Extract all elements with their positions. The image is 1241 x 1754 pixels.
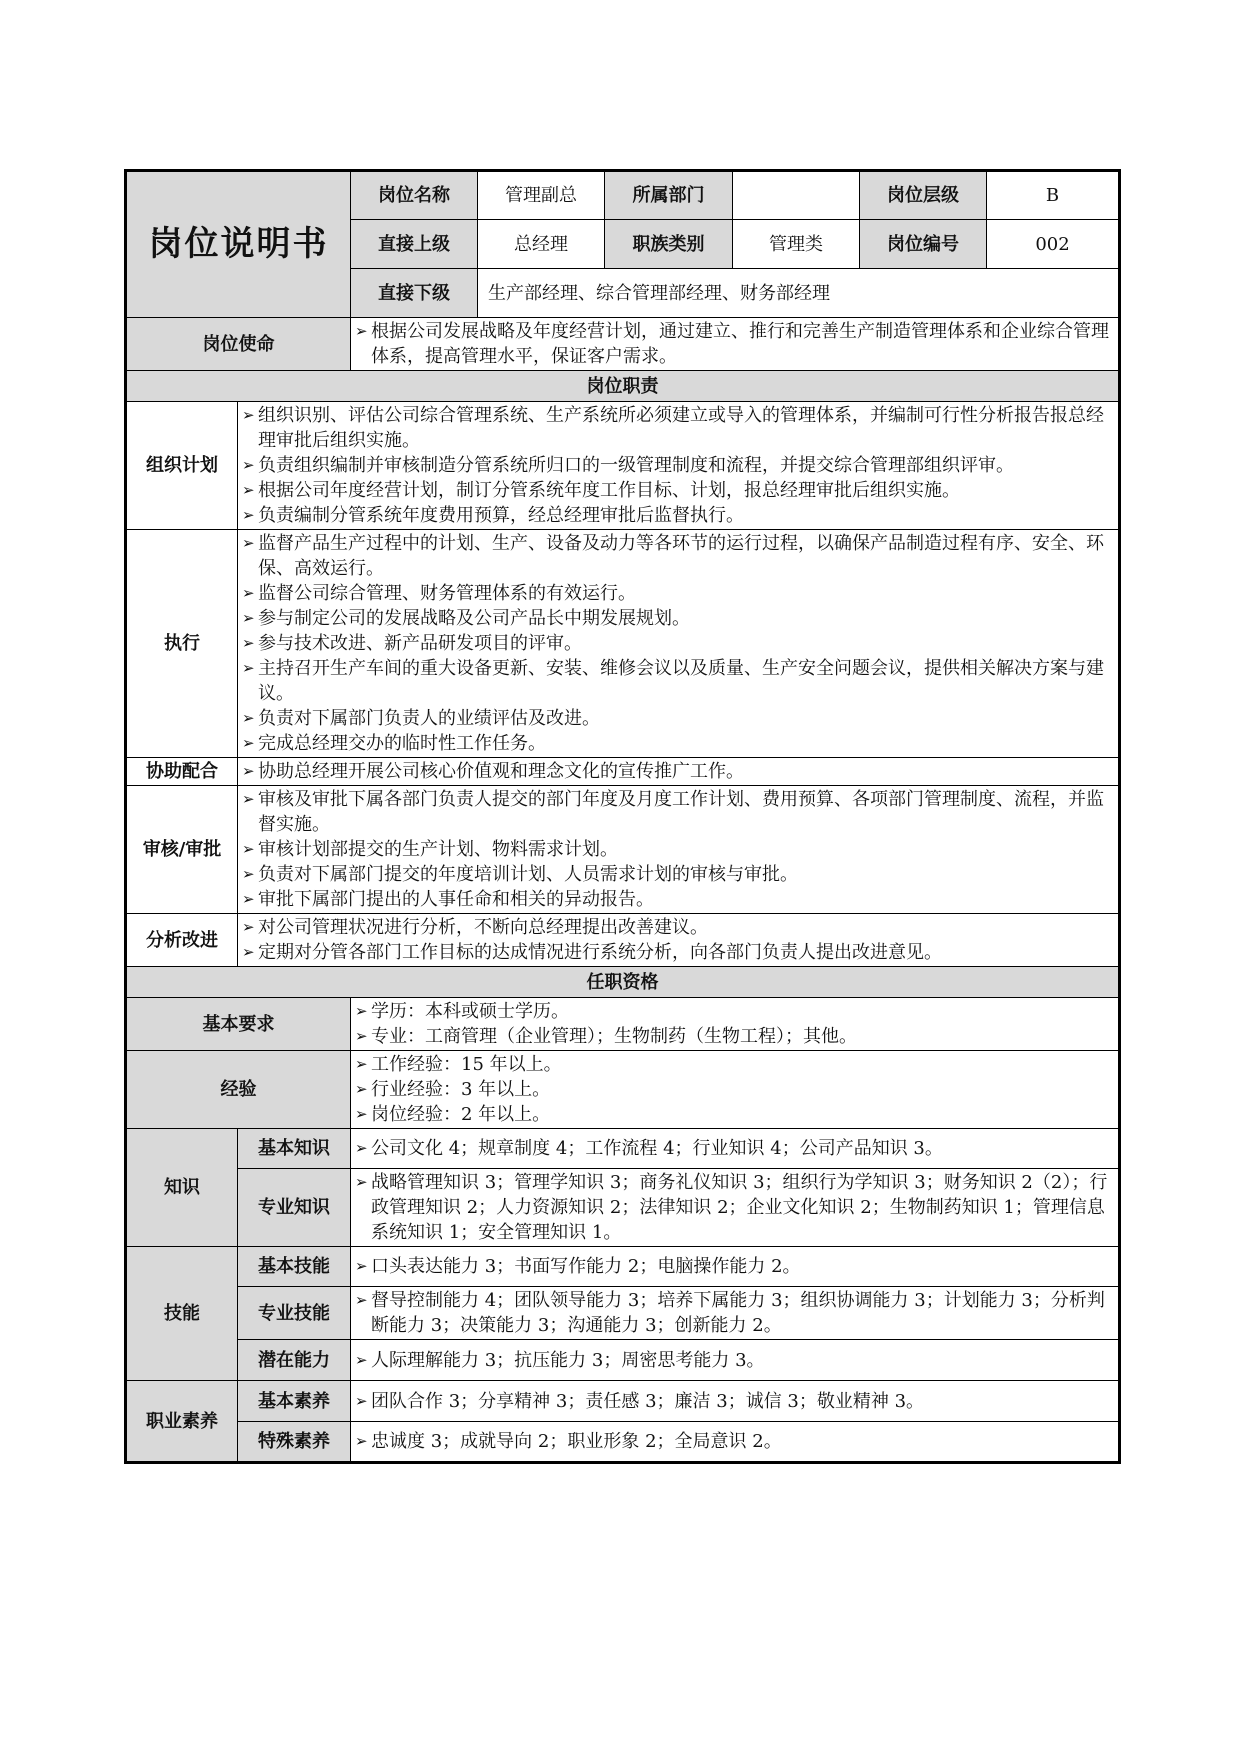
literacy-label: 职业素养 <box>126 1381 238 1463</box>
superior-value: 总经理 <box>478 220 605 269</box>
duty-group-label: 组织计划 <box>126 402 238 530</box>
list-item: ➢ 完成总经理交办的临时性工作任务。 <box>242 731 1112 756</box>
duty-group-label: 分析改进 <box>126 914 238 967</box>
professional-knowledge-label: 专业知识 <box>238 1169 351 1247</box>
professional-skills-label: 专业技能 <box>238 1287 351 1340</box>
list-item: ➢ 监督公司综合管理、财务管理体系的有效运行。 <box>242 581 1112 606</box>
list-item: ➢ 负责对下属部门提交的年度培训计划、人员需求计划的审核与审批。 <box>242 862 1112 887</box>
job-description-sheet <box>124 169 1118 1464</box>
duty-group-label: 执行 <box>126 530 238 758</box>
position-name-label: 岗位名称 <box>351 171 478 220</box>
family-value: 管理类 <box>733 220 860 269</box>
department-value <box>733 171 860 220</box>
duty-list <box>238 914 1118 966</box>
list-item: ➢ 主持召开生产车间的重大设备更新、安装、维修会议以及质量、生产安全问题会议，提供相关解决方案与建议。 <box>242 656 1112 706</box>
job-description-table <box>124 169 1121 1464</box>
mission-label: 岗位使命 <box>126 318 351 371</box>
basic-knowledge-label: 基本知识 <box>238 1129 351 1169</box>
experience-label: 经验 <box>126 1051 351 1129</box>
list-item: ➢ 行业经验：3 年以上。 <box>355 1077 1112 1102</box>
duty-group-label: 协助配合 <box>126 758 238 786</box>
list-item: ➢ 审批下属部门提出的人事任命和相关的异动报告。 <box>242 887 1112 912</box>
list-item: ➢ 审核计划部提交的生产计划、物料需求计划。 <box>242 837 1112 862</box>
list-item: ➢ 对公司管理状况进行分析，不断向总经理提出改善建议。 <box>242 915 1112 940</box>
knowledge-list <box>351 1135 1118 1162</box>
subordinate-value: 生产部经理、综合管理部经理、财务部经理 <box>478 269 1120 318</box>
subordinate-label: 直接下级 <box>351 269 478 318</box>
list-item: ➢ 负责组织编制并审核制造分管系统所归口的一级管理制度和流程，并提交综合管理部组织评审。 <box>242 453 1112 478</box>
skills-list <box>351 1347 1118 1374</box>
list-item: ➢ 组织识别、评估公司综合管理系统、生产系统所必须建立或导入的管理体系，并编制可行性分析报告报总经理审批后组织实施。 <box>242 403 1112 453</box>
basic-literacy-content <box>351 1381 1120 1422</box>
potential-ability-content <box>351 1340 1120 1381</box>
level-value: B <box>987 171 1120 220</box>
duty-group-content <box>238 914 1120 967</box>
superior-label: 直接上级 <box>351 220 478 269</box>
list-item: ➢ 岗位经验：2 年以上。 <box>355 1102 1112 1127</box>
skills-list <box>351 1287 1118 1339</box>
duty-list <box>238 530 1118 757</box>
duty-group-content <box>238 758 1120 786</box>
code-label: 岗位编号 <box>860 220 987 269</box>
list-item: ➢ 根据公司年度经营计划，制订分管系统年度工作目标、计划，报总经理审批后组织实施。 <box>242 478 1112 503</box>
mission-content <box>351 318 1120 371</box>
duty-list <box>238 758 1118 785</box>
requirements-list <box>351 998 1118 1050</box>
level-label: 岗位层级 <box>860 171 987 220</box>
list-item: ➢ 参与制定公司的发展战略及公司产品长中期发展规划。 <box>242 606 1112 631</box>
basic-literacy-label: 基本素养 <box>238 1381 351 1422</box>
duty-list <box>238 402 1118 529</box>
professional-skills-content <box>351 1287 1120 1340</box>
list-item: ➢ 监督产品生产过程中的计划、生产、设备及动力等各环节的运行过程，以确保产品制造过程有序、安全、环保、高效运行。 <box>242 531 1112 581</box>
potential-ability-label: 潜在能力 <box>238 1340 351 1381</box>
skills-label: 技能 <box>126 1247 238 1381</box>
duties-heading: 岗位职责 <box>126 371 1120 402</box>
experience-content <box>351 1051 1120 1129</box>
professional-knowledge-content <box>351 1169 1120 1247</box>
list-item: ➢ 督导控制能力 4；团队领导能力 3；培养下属能力 3；组织协调能力 3；计划能力 3；分析判断能力 3；决策能力 3；沟通能力 3；创新能力 2。 <box>355 1288 1112 1338</box>
basic-skills-label: 基本技能 <box>238 1247 351 1287</box>
duty-group-content <box>238 786 1120 914</box>
list-item: ➢ 人际理解能力 3；抗压能力 3；周密思考能力 3。 <box>355 1348 1112 1373</box>
position-name-value: 管理副总 <box>478 171 605 220</box>
duty-group-content <box>238 402 1120 530</box>
list-item: ➢ 战略管理知识 3；管理学知识 3；商务礼仪知识 3；组织行为学知识 3；财务知识 2（2）；行政管理知识 2；人力资源知识 2；法律知识 2；企业文化知识 2；生物制药知识 1；管理信息系统知识 1；安全管理知识 1。 <box>355 1170 1112 1245</box>
basic-requirements-label: 基本要求 <box>126 998 351 1051</box>
knowledge-list <box>351 1169 1118 1246</box>
literacy-list <box>351 1388 1118 1415</box>
list-item: ➢ 口头表达能力 3；书面写作能力 2；电脑操作能力 2。 <box>355 1254 1112 1279</box>
literacy-list <box>351 1428 1118 1455</box>
list-item: ➢ 学历：本科或硕士学历。 <box>355 999 1112 1024</box>
list-item: ➢ 忠诚度 3；成就导向 2；职业形象 2；全局意识 2。 <box>355 1429 1112 1454</box>
qualifications-heading: 任职资格 <box>126 967 1120 998</box>
list-item: ➢ 参与技术改进、新产品研发项目的评审。 <box>242 631 1112 656</box>
family-label: 职族类别 <box>605 220 733 269</box>
skills-list <box>351 1253 1118 1280</box>
code-value: 002 <box>987 220 1120 269</box>
list-item: ➢ 根据公司发展战略及年度经营计划，通过建立、推行和完善生产制造管理体系和企业综合管理体系，提高管理水平，保证客户需求。 <box>355 319 1112 369</box>
basic-requirements-content <box>351 998 1120 1051</box>
list-item: ➢ 公司文化 4；规章制度 4；工作流程 4；行业知识 4；公司产品知识 3。 <box>355 1136 1112 1161</box>
duty-list <box>238 786 1118 913</box>
knowledge-label: 知识 <box>126 1129 238 1247</box>
document-title: 岗位说明书 <box>126 171 351 318</box>
special-literacy-label: 特殊素养 <box>238 1422 351 1463</box>
department-label: 所属部门 <box>605 171 733 220</box>
list-item: ➢ 审核及审批下属各部门负责人提交的部门年度及月度工作计划、费用预算、各项部门管理制度、流程，并监督实施。 <box>242 787 1112 837</box>
list-item: ➢ 负责编制分管系统年度费用预算，经总经理审批后监督执行。 <box>242 503 1112 528</box>
experience-list <box>351 1051 1118 1128</box>
duty-group-label: 审核/审批 <box>126 786 238 914</box>
list-item: ➢ 团队合作 3；分享精神 3；责任感 3；廉洁 3；诚信 3；敬业精神 3。 <box>355 1389 1112 1414</box>
list-item: ➢ 工作经验：15 年以上。 <box>355 1052 1112 1077</box>
special-literacy-content <box>351 1422 1120 1463</box>
basic-knowledge-content <box>351 1129 1120 1169</box>
list-item: ➢ 定期对分管各部门工作目标的达成情况进行系统分析，向各部门负责人提出改进意见。 <box>242 940 1112 965</box>
basic-skills-content <box>351 1247 1120 1287</box>
list-item: ➢ 协助总经理开展公司核心价值观和理念文化的宣传推广工作。 <box>242 759 1112 784</box>
duty-group-content <box>238 530 1120 758</box>
list-item: ➢ 专业：工商管理（企业管理）；生物制药（生物工程）；其他。 <box>355 1024 1112 1049</box>
mission-list <box>351 318 1118 370</box>
list-item: ➢ 负责对下属部门负责人的业绩评估及改进。 <box>242 706 1112 731</box>
